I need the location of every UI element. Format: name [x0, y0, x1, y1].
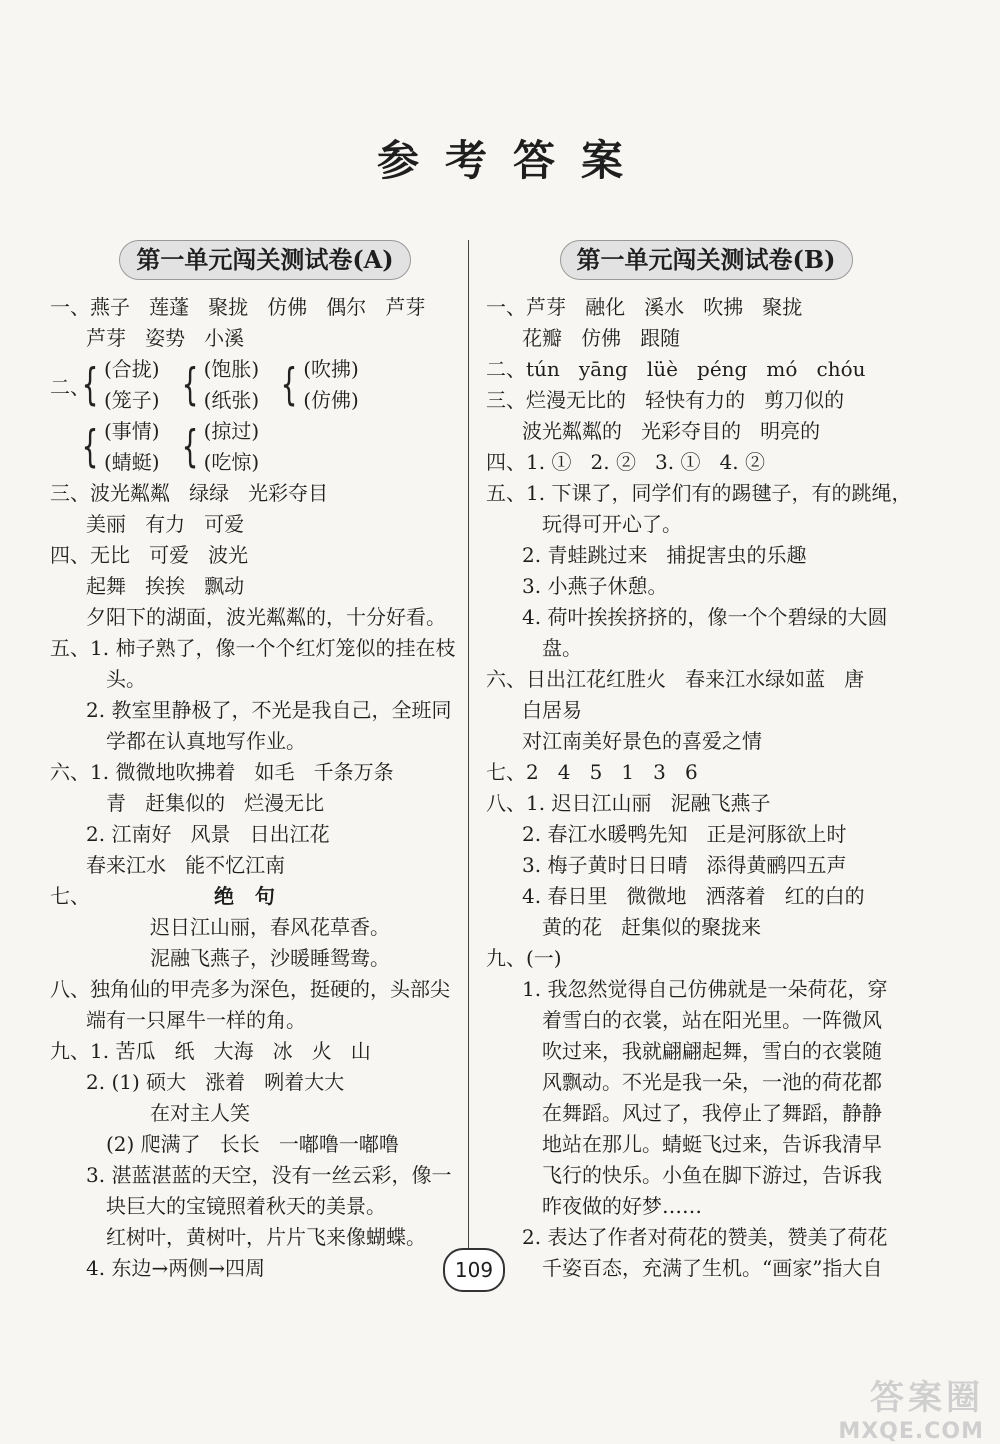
brace-group: { (事情) (蜻蜓) — [76, 416, 160, 478]
section-heading-b: 第一单元闯关测试卷(B) — [486, 240, 926, 284]
answer-line: 3. 小燕子休憩。 — [522, 574, 668, 598]
answer-line: 春来江水 能不忆江南 — [86, 853, 286, 877]
poem-line: 泥融飞燕子，沙暖睡鸳鸯。 — [150, 946, 390, 970]
brace-icon: { — [280, 359, 298, 410]
page-number: 109 — [443, 1248, 505, 1292]
answer-line: 着雪白的衣裳，站在阳光里。一阵微风 — [542, 1008, 882, 1032]
answer-line: 块巨大的宝镜照着秋天的美景。 — [106, 1194, 386, 1218]
answer-line: (2) 爬满了 长长 一嘟噜一嘟噜 — [106, 1132, 399, 1156]
answer-line: 二、tún yāng lüè péng mó chóu — [486, 357, 866, 381]
answer-line: 玩得可开心了。 — [542, 512, 682, 536]
answer-line: 八、独角仙的甲壳多为深色，挺硬的，头部尖 — [50, 977, 450, 1001]
answer-line: 波光粼粼的 光彩夺目的 明亮的 — [522, 419, 821, 443]
answer-line: 六、1. 微微地吹拂着 如毛 千条万条 — [50, 760, 394, 784]
answer-line: 八、1. 迟日江山丽 泥融飞燕子 — [486, 791, 771, 815]
answer-line: 白居易 — [522, 698, 582, 722]
poem-heading-line: 七、 绝 句 — [50, 884, 275, 908]
answer-line: 风飘动。不光是我一朵，一池的荷花都 — [542, 1070, 882, 1094]
brace-group: { (吹拂) (仿佛) — [275, 354, 359, 416]
answer-line: 三、波光粼粼 绿绿 光彩夺目 — [50, 481, 329, 505]
answer-line: 五、1. 下课了，同学们有的踢毽子，有的跳绳， — [486, 481, 912, 505]
answer-line: 芦芽 姿势 小溪 — [86, 326, 245, 350]
answer-line: 4. 东边→两侧→四周 — [86, 1256, 265, 1280]
answer-line: 五、1. 柿子熟了，像一个个红灯笼似的挂在枝 — [50, 636, 456, 660]
answer-line: 1. 我忽然觉得自己仿佛就是一朵荷花，穿 — [522, 977, 888, 1001]
poem-title: 绝 句 — [214, 884, 275, 908]
watermark-url: MXQE.COM — [838, 1419, 984, 1444]
poem-line: 迟日江山丽，春风花草香。 — [150, 915, 390, 939]
answer-line: 九、(一) — [486, 946, 562, 970]
answer-line: 夕阳下的湖面，波光粼粼的，十分好看。 — [86, 605, 446, 629]
page-title: 参考答案 — [376, 136, 649, 185]
answer-line: 头。 — [106, 667, 146, 691]
answer-line: 千姿百态，充满了生机。“画家”指大自 — [542, 1256, 883, 1280]
answer-line: 九、1. 苦瓜 纸 大海 冰 火 山 — [50, 1039, 371, 1063]
brace-icon: { — [181, 421, 199, 472]
answer-line: 四、无比 可爱 波光 — [50, 543, 249, 567]
answer-line: 昨夜做的好梦…… — [542, 1194, 702, 1218]
answer-line: 4. 春日里 微微地 洒落着 红的白的 — [522, 884, 865, 908]
answer-line: 盘。 — [542, 636, 582, 660]
answer-line: 端有一只犀牛一样的角。 — [86, 1008, 306, 1032]
answer-line: 六、日出江花红胜火 春来江水绿如蓝 唐 — [486, 667, 865, 691]
answer-line: 3. 梅子黄时日日晴 添得黄鹂四五声 — [522, 853, 847, 877]
brace-group: { (饱胀) (纸张) — [176, 354, 260, 416]
answer-line: 飞行的快乐。小鱼在脚下游过，告诉我 — [542, 1163, 882, 1187]
answer-line: 美丽 有力 可爱 — [86, 512, 245, 536]
section-heading-a: 第一单元闯关测试卷(A) — [50, 240, 480, 284]
brace-group: { (合拢) (笼子) — [76, 354, 160, 416]
answer-line: 三、烂漫无比的 轻快有力的 剪刀似的 — [486, 388, 845, 412]
brace-answer-row — [50, 416, 480, 478]
answer-line: 2. 表达了作者对荷花的赞美，赞美了荷花 — [522, 1225, 888, 1249]
watermark-text: 答案圈 — [870, 1378, 984, 1418]
answer-line: 3. 湛蓝湛蓝的天空，没有一丝云彩，像一 — [86, 1163, 452, 1187]
answer-line: 一、芦芽 融化 溪水 吹拂 聚拢 — [486, 295, 803, 319]
answer-line: 起舞 挨挨 飘动 — [86, 574, 245, 598]
answer-line: 2. 教室里静极了，不光是我自己，全班同 — [86, 698, 452, 722]
answer-line: 在对主人笑 — [150, 1101, 250, 1125]
answer-line: 学都在认真地写作业。 — [106, 729, 306, 753]
answer-line: 在舞蹈。风过了，我停止了舞蹈，静静 — [542, 1101, 882, 1125]
answer-line: 七、2 4 5 1 3 6 — [486, 760, 698, 784]
brace-answer-row: 二、 { (合拢) (笼子) { (饱胀) (纸张) { (吹拂) (仿佛) — [50, 354, 480, 416]
answer-line: 对江南美好景色的喜爱之情 — [522, 729, 762, 753]
left-column — [50, 240, 480, 1284]
brace-icon: { — [81, 421, 99, 472]
brace-group: { (掠过) (吃惊) — [176, 416, 260, 478]
answer-line: 2. 青蛙跳过来 捕捉害虫的乐趣 — [522, 543, 807, 567]
answer-line: 红树叶，黄树叶，片片飞来像蝴蝶。 — [106, 1225, 426, 1249]
answer-line: 2. 春江水暖鸭先知 正是河豚欲上时 — [522, 822, 847, 846]
answer-line: 花瓣 仿佛 跟随 — [522, 326, 681, 350]
answer-line: 2. (1) 硕大 涨着 咧着大大 — [86, 1070, 345, 1094]
answer-line: 青 赶集似的 烂漫无比 — [106, 791, 325, 815]
answer-line: 吹过来，我就翩翩起舞，雪白的衣裳随 — [542, 1039, 882, 1063]
answer-line: 四、1. ① 2. ② 3. ① 4. ② — [486, 450, 765, 474]
answer-line: 黄的花 赶集似的聚拢来 — [542, 915, 762, 939]
answer-line: 4. 荷叶挨挨挤挤的，像一个个碧绿的大圆 — [522, 605, 888, 629]
answer-line: 2. 江南好 风景 日出江花 — [86, 822, 330, 846]
answer-line: 一、燕子 莲蓬 聚拢 仿佛 偶尔 芦芽 — [50, 295, 426, 319]
right-column — [486, 240, 926, 1284]
brace-icon: { — [81, 359, 99, 410]
brace-icon: { — [181, 359, 199, 410]
answer-line: 地站在那儿。蜻蜓飞过来，告诉我清早 — [542, 1132, 882, 1156]
